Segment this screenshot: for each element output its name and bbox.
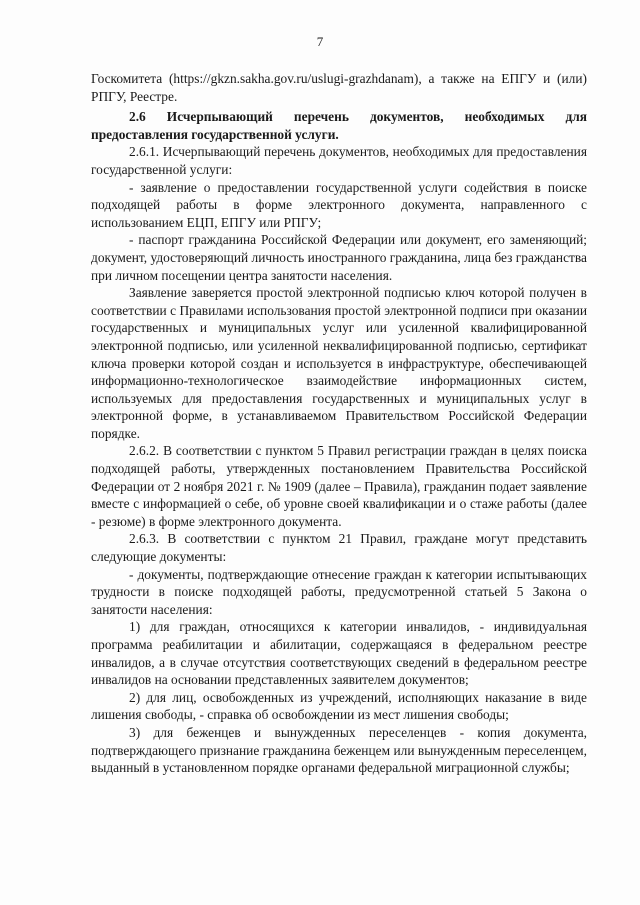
document-body: [91, 70, 587, 777]
section-heading-2-6: 2.6 Исчерпывающий перечень документов, необходимых для предоставления государственной услуги.: [91, 109, 587, 142]
list-item-application: - заявление о предоставлении государственной услуги содействия в поиске подходящей работы в форме электронного документа, направленного с использованием ЕЦП, ЕПГУ или РПГУ;: [91, 179, 587, 230]
paragraph-gkzn-site: Госкомитета (https://gkzn.sakha.gov.ru/uslugi-grazhdanam), а также на ЕПГУ и (или) РПГУ, Реестре.: [91, 71, 587, 104]
paragraph-2-6-3: 2.6.3. В соответствии с пунктом 21 Правил, граждане могут представить следующие документы:: [91, 531, 587, 565]
list-item-documents: - документы, подтверждающие отнесение граждан к категории испытывающих трудности в поиске подходящей работы, предусмотренной статьей 5 Закона о занятости населения:: [91, 566, 587, 617]
list-item-passport: - паспорт гражданина Российской Федерации или документ, его заменяющий; документ, удостоверяющий личность иностранного гражданина, лица без гражданства при личном посещении центра занятости населения.: [91, 232, 587, 283]
list-item-refugees: 3) для беженцев и вынужденных переселенцев - копия документа, подтверждающего признание гражданина беженцем или вынужденным переселенцем, выданный в установленном порядке органами федеральной миграционной службы;: [91, 724, 587, 776]
paragraph-2-6-2: 2.6.2. В соответствии с пунктом 5 Правил регистрации граждан в целях поиска подходящей работы, утвержденных постановлением Правительства Российской Федерации от 2 ноября 2021 г. № 1909 (далее – Правила), гражданин подает заявление вместе с информацией о себе, об уровне своей квалификации и о стаже работы (далее - резюме) в форме электронного документа.: [91, 443, 587, 529]
paragraph-signature: Заявление заверяется простой электронной подписью ключ которой получен в соответствии с Правилами использования простой электронной подписи при оказании государственных и муниципальных услуг или усиленной квалифицированной электронной подписью, или усиленной неквалифицированной подписью, сертификат ключа проверки которой создан и используется в инфраструктуре, обеспечивающей информационно-технологическое взаимодействие информационных систем, используемых для предоставления государственных и муниципальных услуг в электронной форме, в устанавливаемом Правительством Российской Федерации порядке.: [91, 285, 587, 441]
list-item-disabled: 1) для граждан, относящихся к категории инвалидов, - индивидуальная программа реабилитации и абилитации, содержащаяся в федеральном реестре инвалидов, а в случае отсутствия соответствующих сведений в федеральном реестре инвалидов на основании представленных заявителем документов;: [91, 619, 587, 688]
paragraph-2-6-1: 2.6.1. Исчерпывающий перечень документов, необходимых для предоставления государственной услуги:: [91, 144, 587, 177]
list-item-released: 2) для лиц, освобожденных из учреждений, исполняющих наказание в виде лишения свободы, - справка об освобождении из мест лишения свободы;: [91, 689, 587, 723]
page-number: 7: [316, 34, 324, 49]
